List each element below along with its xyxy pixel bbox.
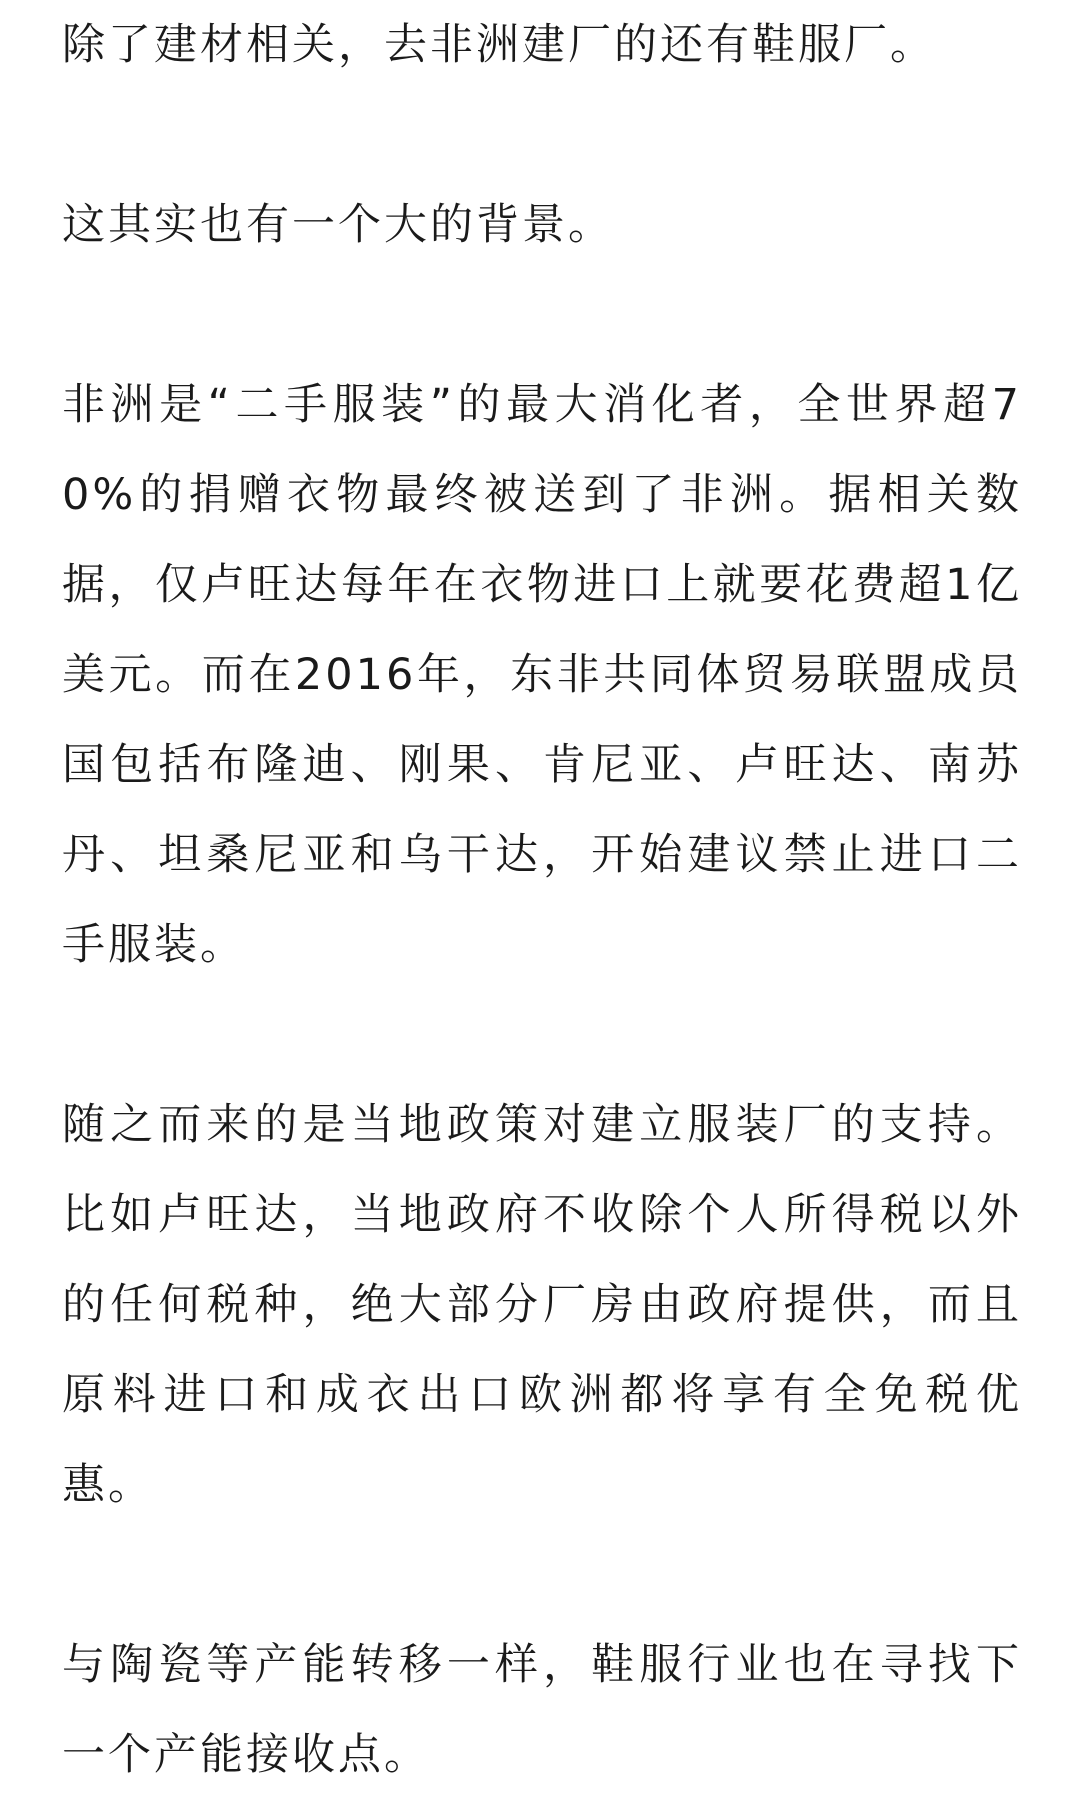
paragraph-shoe-factories: 除了建材相关，去非洲建厂的还有鞋服厂。 bbox=[62, 20, 936, 70]
paragraph-local-policy: 随之而来的是当地政策对建立服装厂的支持。比如卢旺达，当地政府不收除个人所得税以外的任何税种，绝大部分厂房由政府提供，而且原料进口和成衣出口欧洲都将享有全免税优惠。 bbox=[62, 1100, 1022, 1510]
paragraph-second-hand-clothing: 非洲是“二手服装”的最大消化者，全世界超70%的捐赠衣物最终被送到了非洲。据相关数据，仅卢旺达每年在衣物进口上就要花费超1亿美元。而在2016年，东非共同体贸易联盟成员国包括布隆迪、刚果、肯尼亚、卢旺达、南苏丹、坦桑尼亚和乌干达，开始建议禁止进口二手服装。 bbox=[62, 380, 1022, 970]
paragraph-background: 这其实也有一个大的背景。 bbox=[62, 200, 614, 250]
paragraph-capacity-transfer: 与陶瓷等产能转移一样，鞋服行业也在寻找下一个产能接收点。 bbox=[62, 1640, 1022, 1780]
